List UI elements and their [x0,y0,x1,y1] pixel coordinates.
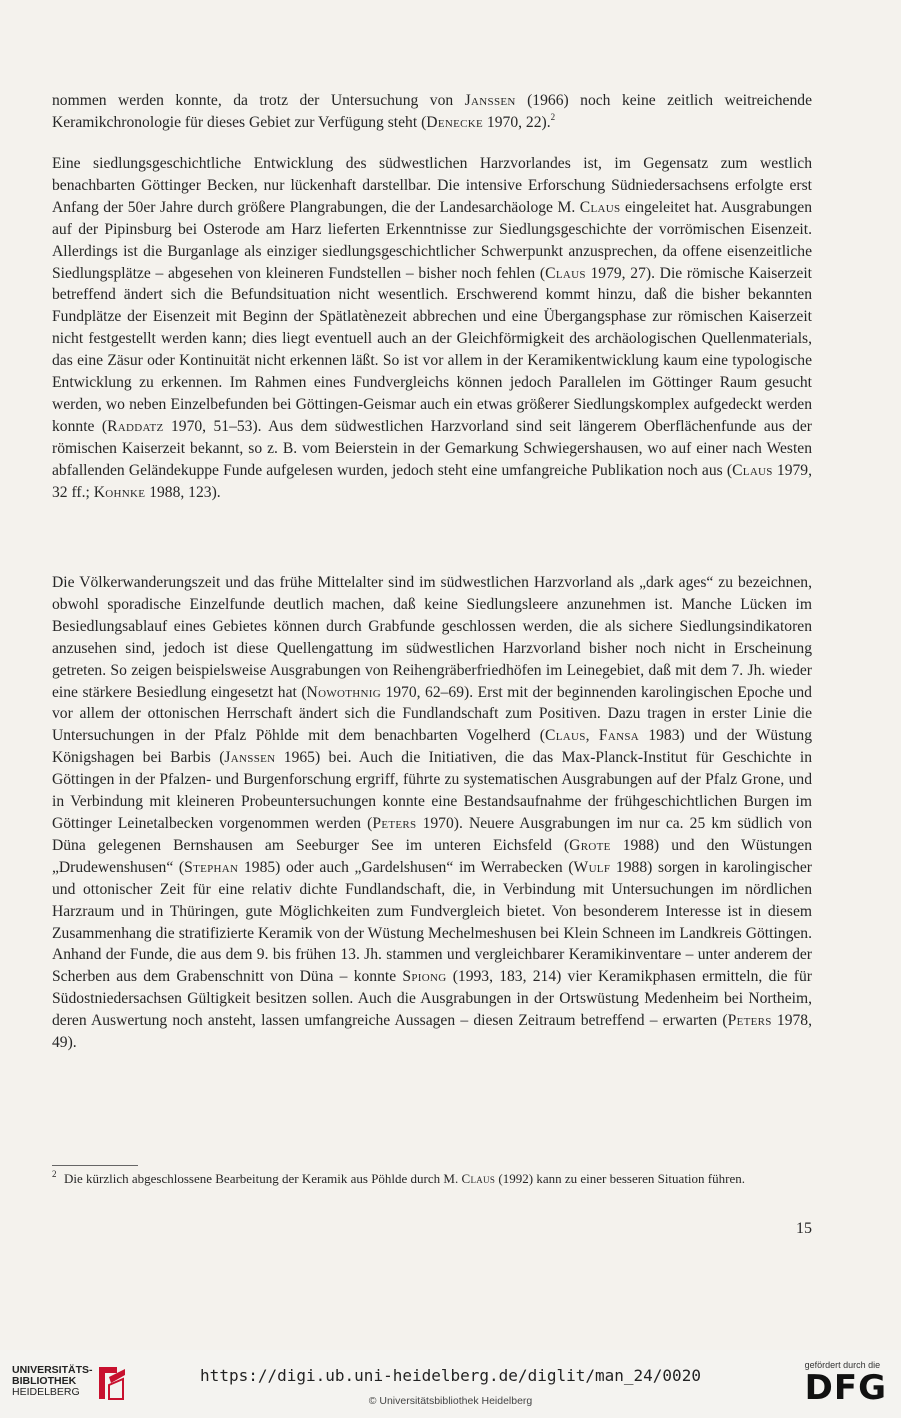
copyright-notice: © Universitätsbibliothek Heidelberg [368,1395,533,1407]
author-name: Claus [545,727,586,745]
funded-by-label: gefördert durch die [804,1360,881,1370]
author-name: Denecke [426,113,484,131]
footnote-divider [52,1165,138,1166]
author-name: Peters [727,1012,772,1030]
dfg-logo: DFG [804,1368,887,1408]
author-name: Nowothnig [306,683,381,701]
library-name-line2: BIBLIOTHEK [12,1375,77,1387]
footnote-marker: 2 [52,1169,57,1179]
paragraph-migration-period: Die Völkerwanderungszeit und das frühe Mittelalter sind im südwestlichen Harzvorland als „dark ages“ zu bezeichnen, obwohl sporadische Einzelfunde deutlich machen, daß keine Siedlungsleere anzunehmen ist. Manche Lücken im Besiedlungsablauf eines Gebietes können durch Grabfunde geschlossen werden, die als sichere Siedlungsindikatoren anzusehen sind, jedoch ist diese Quellengattung im südwestlichen Harzvorland bisher noch nicht in Erscheinung getreten. So zeigen beispielsweise Ausgrabungen von Reihengräberfriedhöfen im Leinegebiet, daß mit dem 7. Jh. wieder eine stärkere Besiedlung eingesetzt hat (Nowothnig 1970, 62–69). Erst mit der beginnenden karolingischen Epoche und vor allem der ottonischen Herrschaft ändert sich die Fundlandschaft zum Positiven. Dazu tragen in erster Linie die Untersuchungen in der Pfalz Pöhlde mit dem benachbarten Vogelherd (Claus, Fansa 1983) und der Wüstung Königshagen bei Barbis (Janssen 1965) bei. Auch die Initiativen, die das Max-Planck-Institut für Geschichte in Göttingen in der Pfalzen- und Burgenforschung ergriff, führte zu systematischen Ausgrabungen auf der Pfalz Grone, und in Verbindung mit kleineren Probeuntersuchungen konnte eine Bestandsaufnahme der frühgeschichtlichen Burgen im Göttinger Leinetalbecken vorgenommen werden (Peters 1970). Neuere Ausgrabungen im nur ca. 25 km südlich von Düna gelegenen Bernshausen am Seeburger See im unteren Eichsfeld (Grote 1988) und den Wüstungen „Drudewenshusen“ (Stephan 1985) oder auch „Gardelshusen“ im Werrabecken (Wulf 1988) sorgen in karolingischer und ottonischer Zeit für eine relativ dichte Fundlandschaft, die, in Verbindung mit Untersuchungen im nördlichen Harzraum und in Thüringen, gute Möglichkeiten zum Fundvergleich bietet. Von besonderem Interesse ist in diesem Zusammenhang die stratifizierte Keramik von der Wüstung Mechelmeshusen bei Klein Schneen im Landkreis Göttingen. Anhand der Funde, die aus dem 9. bis frühen 13. Jh. stammen und vergleichbarer Keramikinventare – unter anderem der Scherben aus dem Grabenschnitt von Düna – konnte Spiong (1993, 183, 214) vier Keramikphasen ermitteln, die für Südostniedersachsen Gültigkeit besitzen sollen. Auch die Ausgrabungen in der Ortswüstung Medenheim bei Northeim, deren Auswertung noch ansteht, lassen umfangreiche Aussagen – diesen Zeitraum betreffend – erwarten (Peters 1978, 49). [52,574,813,1052]
author-name: Spiong [402,968,447,986]
author-name: Fansa [598,727,639,745]
author-name: Wulf [573,858,611,876]
permalink-url[interactable]: https://digi.ub.uni-heidelberg.de/diglit/man_24/0020 [200,1366,701,1385]
author-name: Claus [732,461,773,479]
footnote [52,1169,812,1188]
author-name: Kohnke [93,483,146,501]
library-name-line3: HEIDELBERG [12,1386,80,1398]
author-name: Janssen [464,92,516,109]
footnote-text: Die kürzlich abgeschlossene Bearbeitung der Keramik aus Pöhlde durch M. Claus (1992) kann zu einer besseren Situation führen. [64,1171,745,1186]
paragraph-continuation: nommen werden konnte, da trotz der Untersuchung von Janssen (1966) noch keine zeitlich weitreichende Keramikchronologie für dieses Gebiet zur Verfügung steht (Denecke 1970, 22).$^2$ [52,92,812,131]
author-name: Grote [569,836,611,854]
author-name: Stephan [184,858,239,876]
funder-logo[interactable] [804,1360,887,1408]
paragraph-iron-age-settlement: Eine siedlungsgeschichtliche Entwicklung des südwestlichen Harzvorlandes ist, im Gegensatz zum westlich benachbarten Göttinger Becken, nur lückenhaft darstellbar. Die intensive Erforschung Südniedersachsens erfolgte erst Anfang der 50er Jahre durch größere Plangrabungen, die der Landesarchäologe M. Claus eingeleitet hat. Ausgrabungen auf der Pipinsburg bei Osterode am Harz lieferten Erkenntnisse zur Siedlungsgeschichte der vorrömischen Eisenzeit. Allerdings ist die Burganlage als einziger siedlungsgeschichtlicher Schwerpunkt anzusprechen, da offene eisenzeitliche Siedlungsplätze – abgesehen von kleineren Fundstellen – bisher noch fehlen (Claus 1979, 27). Die römische Kaiserzeit betreffend ändert sich die Befundsituation nicht wesentlich. Erschwerend kommt hinzu, daß die bisher bekannten Fundplätze der Eisenzeit mit Beginn der Spätlatènezeit abbrechen und eine Übergangsphase zur römischen Kaiserzeit nicht festgestellt werden kann; dies liegt eventuell auch an der Gleichförmigkeit des archäologischen Quellenmaterials, das eine Zäsur oder Kontinuität nicht erkennen läßt. So ist vor allem in der Keramikentwicklung kaum eine typologische Entwicklung zu erkennen. Im Rahmen eines Fundvergleichs können jedoch Parallelen im Göttinger Raum gesucht werden, wo neben Einzelbefunden bei Göttingen-Geismar auch ein etwas größerer Siedlungskomplex aufgedeckt werden konnte (Raddatz 1970, 51–53). Aus dem südwestlichen Harzvorland sind seit längerem Oberflächenfunde aus der römischen Kaiserzeit bekannt, so z. B. vom Beierstein in der Gemarkung Schwiegershausen, wo auf einer nach Westen abfallenden Geländekuppe Funde aufgelesen wurden, jedoch steht eine umfangreiche Publikation noch aus (Claus 1979, 32 ff.; Kohnke 1988, 123). [52,155,812,501]
author-name: Claus [461,1171,496,1186]
author-name: Claus [545,264,586,282]
author-name: Janssen [224,749,276,767]
author-name: Claus [579,198,621,216]
footnote-reference[interactable]: 2 [550,111,556,122]
author-name: Peters [372,814,417,832]
library-name-line1: UNIVERSITÄTS- [12,1364,93,1376]
page-number: 15 [796,1220,812,1237]
viewer-footer [0,1350,901,1418]
author-name: Raddatz [107,417,164,435]
